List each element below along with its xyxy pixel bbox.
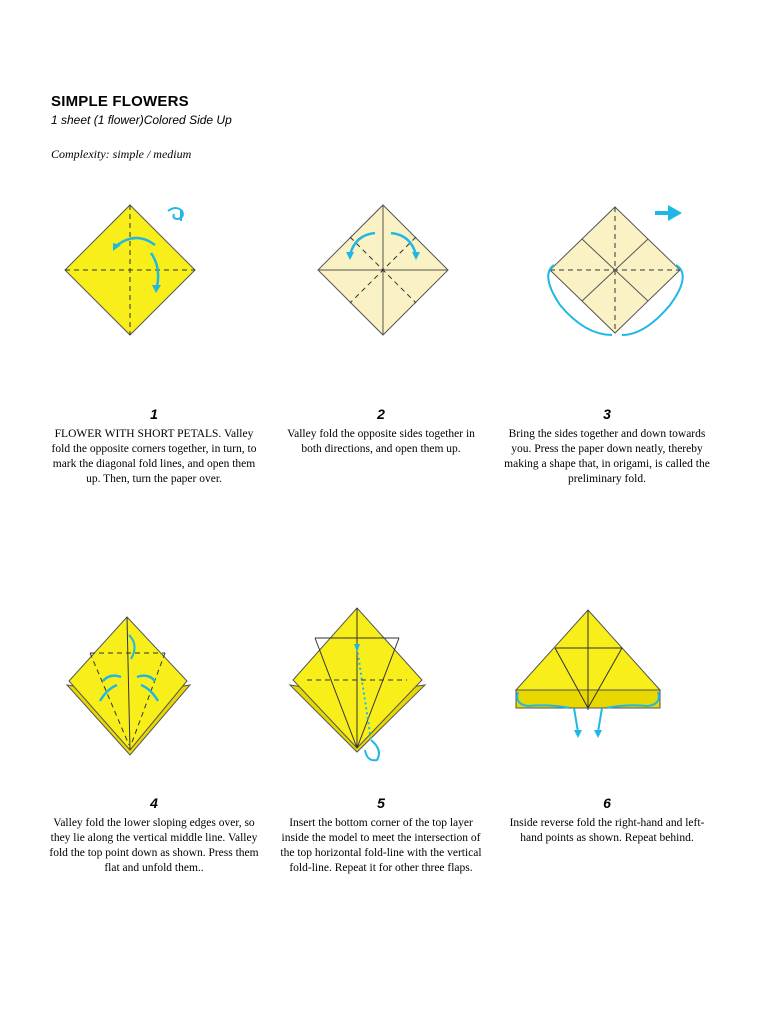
step-6-diagram <box>510 600 670 750</box>
step-5-text: Insert the bottom corner of the top layer inside the model to meet the intersection of the top horizontal fold-line with the vertical fold-line. Repeat it for other three flaps. <box>280 817 482 874</box>
step-4-number: 4 <box>150 795 158 811</box>
step-2-diagram <box>305 195 465 355</box>
step-5-diagram <box>285 600 445 765</box>
step-4-text: Valley fold the lower sloping edges over, so they lie along the vertical middle line. Valley fold the top point down as shown. Press them flat and unfold them.. <box>49 817 259 874</box>
step-3-diagram <box>540 195 710 355</box>
step-3-text: Bring the sides together and down towards you. Press the paper down neatly, thereby making a shape that, in origami, is called the preliminary fold. <box>504 428 710 485</box>
step-6-text: Inside reverse fold the right-hand and left-hand points as shown. Repeat behind. <box>509 817 705 844</box>
step-1-diagram <box>55 195 215 355</box>
step-1-number: 1 <box>150 406 158 422</box>
step-1-text: FLOWER WITH SHORT PETALS. Valley fold the opposite corners together, in turn, to mark the diagonal fold lines, and open them up. Then, turn the paper over. <box>51 428 257 485</box>
step-4-diagram <box>55 605 205 765</box>
document-subtitle: 1 sheet (1 flower)Colored Side Up <box>51 113 232 127</box>
step-2-text: Valley fold the opposite sides together in both directions, and open them up. <box>287 428 475 455</box>
step-2-number: 2 <box>377 406 385 422</box>
step-5-number: 5 <box>377 795 385 811</box>
step-6-number: 6 <box>603 795 611 811</box>
complexity-note: Complexity: simple / medium <box>51 147 192 161</box>
step-3-number: 3 <box>603 406 611 422</box>
document-title: SIMPLE FLOWERS <box>51 93 189 110</box>
